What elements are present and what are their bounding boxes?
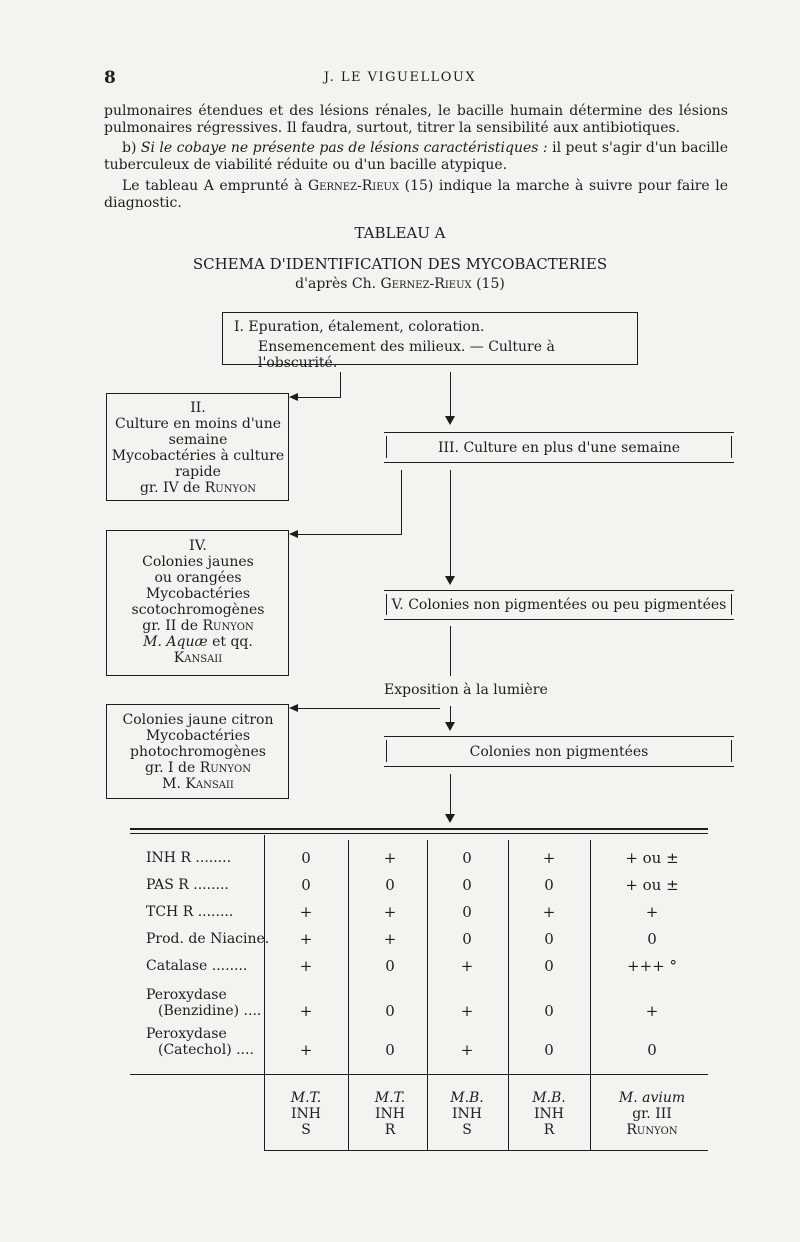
table-cell: + bbox=[383, 930, 397, 948]
table-row-label bbox=[146, 931, 269, 947]
footer-line-2: INH bbox=[452, 1106, 482, 1122]
box-6-left-rule bbox=[106, 704, 107, 799]
table-cell: 0 bbox=[462, 876, 472, 894]
box-3: III. Culture en plus d'une semaine bbox=[437, 440, 681, 456]
box-2-bottom-rule bbox=[106, 500, 289, 501]
connector-2-vertical bbox=[450, 372, 451, 416]
box-6-top-rule bbox=[106, 704, 289, 705]
arrow-left-icon bbox=[289, 530, 298, 538]
box-1-line-2: Ensemencement des milieux. — Culture à l'obscurité. bbox=[258, 339, 555, 371]
table-cell: + bbox=[460, 1002, 474, 1020]
table-heading: SCHEMA D'IDENTIFICATION DES MYCOBACTERIES bbox=[192, 255, 608, 273]
box-1-top-rule bbox=[222, 312, 638, 313]
box-1-line-1: I. Epuration, étalement, coloration. bbox=[234, 319, 485, 335]
box-4-line-1: IV. bbox=[189, 538, 207, 554]
connector-3-vertical bbox=[401, 470, 402, 534]
arrow-down-icon bbox=[445, 416, 455, 425]
subtitle-before: d'après Ch. bbox=[295, 276, 381, 292]
footer-line-3: R bbox=[384, 1122, 396, 1138]
table-cell: + bbox=[299, 903, 313, 921]
footer-line-3: S bbox=[301, 1122, 311, 1138]
box-4-line-6-author: Runyon bbox=[202, 618, 254, 634]
box-7: Colonies non pigmentées bbox=[469, 744, 649, 760]
table-footer-cell bbox=[607, 1090, 697, 1138]
box-6-right-rule bbox=[288, 704, 289, 799]
subtitle-after: (15) bbox=[471, 276, 505, 292]
box-4-top-rule bbox=[106, 530, 289, 531]
box-3-bottom-rule bbox=[384, 462, 734, 463]
footer-line-3: Runyon bbox=[626, 1122, 678, 1138]
box-6-line-5-author: Kansaii bbox=[185, 776, 234, 792]
box-4-line-5: scotochromogènes bbox=[131, 602, 265, 618]
table-cell: + bbox=[542, 903, 556, 921]
table-cell: 0 bbox=[544, 1041, 554, 1059]
table-cell: 0 bbox=[385, 957, 395, 975]
table-cell: + ou ± bbox=[625, 876, 679, 894]
table-cell: + bbox=[460, 957, 474, 975]
arrow-left-icon bbox=[289, 704, 298, 712]
table-cell: 0 bbox=[462, 849, 472, 867]
table-row-label bbox=[146, 1026, 254, 1058]
connector-5-vertical bbox=[450, 626, 451, 676]
table-cell: 0 bbox=[301, 876, 311, 894]
footer-line-3: R bbox=[543, 1122, 555, 1138]
box-6-line-3: photochromogènes bbox=[130, 744, 266, 760]
box-3-top-rule bbox=[384, 432, 734, 433]
footer-line-3: S bbox=[462, 1122, 472, 1138]
footer-line-2: INH bbox=[375, 1106, 405, 1122]
table-cell: 0 bbox=[647, 1041, 657, 1059]
arrow-down-icon bbox=[445, 722, 455, 731]
table-cell: 0 bbox=[462, 930, 472, 948]
box-2-line-5: rapide bbox=[175, 464, 221, 480]
box-1-right-rule bbox=[637, 312, 638, 365]
table-cell: 0 bbox=[301, 849, 311, 867]
paragraph-1: pulmonaires étendues et des lésions rénales, le bacille humain détermine des lésions pulmonaires régressives. Il faudra, surtout, titrer la sensibilité aux antibiotiques. bbox=[104, 103, 728, 136]
box-2-right-rule bbox=[288, 393, 289, 501]
box-4-line-8: Kansaii bbox=[173, 650, 223, 666]
table-cell: +++ ° bbox=[627, 957, 677, 975]
footer-line-1: M.T. bbox=[290, 1090, 322, 1106]
paragraph-2-rest: il peut s'agir d'un bacille tuberculeux de viabilité réduite ou d'un bacille atypique. bbox=[104, 140, 728, 173]
connector-4-vertical bbox=[450, 470, 451, 576]
table-row-label bbox=[146, 958, 247, 974]
footer-line-2: INH bbox=[534, 1106, 564, 1122]
table-cell: + bbox=[299, 1002, 313, 1020]
connector-6-vertical bbox=[450, 706, 451, 722]
table-row-label bbox=[146, 904, 233, 920]
box-7-top-rule bbox=[384, 736, 734, 737]
table-cell: 0 bbox=[544, 876, 554, 894]
arrow-left-icon bbox=[289, 393, 298, 401]
row-label-line-1: PAS R ........ bbox=[146, 877, 229, 893]
paragraph-3 bbox=[104, 178, 728, 212]
table-cell: + bbox=[460, 1041, 474, 1059]
arrow-down-icon bbox=[445, 814, 455, 823]
box-2 bbox=[108, 400, 288, 496]
connector-3-horizontal bbox=[298, 534, 402, 535]
box-2-line-6-author: Runyon bbox=[204, 480, 257, 496]
table-cell: + bbox=[299, 1041, 313, 1059]
table-subtitle bbox=[0, 276, 800, 292]
box-6-line-1: Colonies jaune citron bbox=[122, 712, 274, 728]
connector-1-vertical bbox=[340, 372, 341, 398]
paragraph-3-after: (15) indique la marche à suivre pour faire le diagnostic. bbox=[104, 178, 728, 211]
box-4-line-2: Colonies jaunes bbox=[142, 554, 254, 570]
paragraph-2 bbox=[104, 140, 728, 174]
connector-1-horizontal bbox=[298, 397, 341, 398]
box-4-line-7-rest: et qq. bbox=[207, 634, 253, 650]
box-2-line-4: Mycobactéries à culture bbox=[111, 448, 285, 464]
box-4-line-6-before: gr. II de bbox=[142, 618, 203, 634]
box-6 bbox=[108, 712, 288, 792]
table-cell: + ou ± bbox=[625, 849, 679, 867]
box-4-left-rule bbox=[106, 530, 107, 676]
connector-7-vertical bbox=[450, 774, 451, 814]
table-top-rule-thin bbox=[130, 833, 708, 834]
table-cell: 0 bbox=[462, 903, 472, 921]
table-cell: + bbox=[542, 849, 556, 867]
row-label-line-1: Catalase ........ bbox=[146, 958, 248, 974]
box-1-left-rule bbox=[222, 312, 223, 365]
table-row-label bbox=[146, 987, 261, 1019]
footer-line-2: gr. III bbox=[632, 1106, 672, 1122]
box-6-line-4-before: gr. I de bbox=[145, 760, 200, 776]
box-4-line-4: Mycobactéries bbox=[145, 586, 251, 602]
table-cell: 0 bbox=[385, 1002, 395, 1020]
arrow-down-icon bbox=[445, 576, 455, 585]
running-title: J. LE VIGUELLOUX bbox=[323, 70, 477, 85]
box-2-top-rule bbox=[106, 393, 289, 394]
exposure-label: Exposition à la lumière bbox=[384, 682, 548, 698]
table-cell: + bbox=[645, 1002, 659, 1020]
table-cell: 0 bbox=[544, 930, 554, 948]
table-footer-cell bbox=[261, 1090, 351, 1138]
box-2-line-2: Culture en moins d'une bbox=[115, 416, 281, 432]
box-6-line-5 bbox=[108, 776, 288, 792]
row-label-line-1: TCH R ........ bbox=[146, 904, 234, 920]
table-cell: + bbox=[383, 849, 397, 867]
table-row-label bbox=[146, 877, 229, 893]
table-footer-cell bbox=[504, 1090, 594, 1138]
table-footer-cell bbox=[422, 1090, 512, 1138]
table-label: TABLEAU A bbox=[354, 224, 446, 242]
box-4 bbox=[108, 538, 288, 666]
table-cell: 0 bbox=[385, 1041, 395, 1059]
table-cell: + bbox=[645, 903, 659, 921]
box-5: V. Colonies non pigmentées ou peu pigmentées bbox=[391, 597, 727, 613]
table-cell: 0 bbox=[385, 876, 395, 894]
row-label-line-1: Peroxydase bbox=[146, 1026, 227, 1042]
table-cell: + bbox=[383, 903, 397, 921]
table-row-label bbox=[146, 850, 231, 866]
box-7-bottom-rule bbox=[384, 766, 734, 767]
table-bottom-rule bbox=[264, 1150, 708, 1151]
subtitle-author: Gernez-Rieux bbox=[380, 276, 472, 292]
box-4-line-7 bbox=[108, 634, 288, 650]
box-6-line-4-author: Runyon bbox=[199, 760, 251, 776]
table-footer-rule bbox=[130, 1074, 708, 1075]
box-6-line-4 bbox=[108, 760, 288, 776]
box-2-line-3: semaine bbox=[168, 432, 228, 448]
table-cell: + bbox=[299, 957, 313, 975]
row-label-line-2: (Benzidine) .... bbox=[158, 1003, 262, 1019]
paragraph-2-lead: b) bbox=[122, 140, 141, 156]
box-4-line-6 bbox=[108, 618, 288, 634]
footer-line-1: M.T. bbox=[374, 1090, 406, 1106]
box-4-right-rule bbox=[288, 530, 289, 676]
row-label-line-1: Prod. de Niacine. bbox=[146, 931, 270, 947]
table-cell: 0 bbox=[544, 1002, 554, 1020]
row-label-line-2: (Catechol) .... bbox=[158, 1042, 254, 1058]
box-2-line-6 bbox=[108, 480, 288, 496]
footer-line-1: M. avium bbox=[618, 1090, 686, 1106]
footer-line-1: M.B. bbox=[450, 1090, 484, 1106]
box-6-line-5-before: M. bbox=[162, 776, 186, 792]
paragraph-2-italic: Si le cobaye ne présente pas de lésions caractéristiques : bbox=[140, 140, 548, 156]
box-6-bottom-rule bbox=[106, 798, 289, 799]
box-6-line-2: Mycobactéries bbox=[145, 728, 251, 744]
box-4-line-7-italic: M. Aquæ bbox=[143, 634, 208, 650]
footer-line-1: M.B. bbox=[532, 1090, 566, 1106]
table-top-rule bbox=[130, 828, 708, 830]
page-number: 8 bbox=[104, 68, 116, 88]
box-2-line-1: II. bbox=[190, 400, 206, 416]
box-2-line-6-before: gr. IV de bbox=[139, 480, 205, 496]
box-5-bottom-rule bbox=[384, 619, 734, 620]
row-label-line-1: INH R ........ bbox=[146, 850, 232, 866]
box-1 bbox=[234, 319, 634, 371]
paragraph-3-before: Le tableau A emprunté à bbox=[122, 178, 308, 194]
box-4-line-3: ou orangées bbox=[154, 570, 242, 586]
box-4-bottom-rule bbox=[106, 675, 289, 676]
table-cell: 0 bbox=[647, 930, 657, 948]
row-label-line-1: Peroxydase bbox=[146, 987, 227, 1003]
paragraph-3-author: Gernez-Rieux bbox=[308, 178, 400, 194]
table-cell: 0 bbox=[544, 957, 554, 975]
table-cell: + bbox=[299, 930, 313, 948]
footer-line-2: INH bbox=[291, 1106, 321, 1122]
box-2-left-rule bbox=[106, 393, 107, 501]
box-5-top-rule bbox=[384, 590, 734, 591]
connector-6-horizontal bbox=[298, 708, 440, 709]
